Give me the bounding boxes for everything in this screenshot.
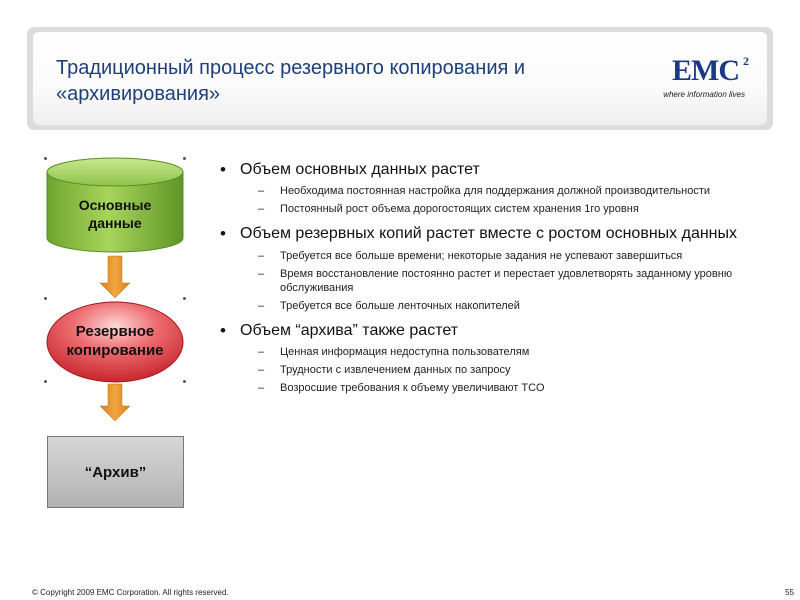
emc-logo	[635, 54, 749, 109]
copyright-text: © Copyright 2009 EMC Corporation. All rights reserved.	[32, 588, 229, 597]
backup-label-line1: Резервное	[75, 323, 155, 340]
bullet-list	[220, 160, 790, 395]
bullet-archive: • Объем “архива” также растет	[220, 321, 790, 341]
slide-title: Традиционный процесс резервного копирования и «архивирования»	[56, 57, 526, 105]
sub-bullet: – Время восстановление постоянно растет и перестает удовлетворять заданному уровню обслуживания	[220, 267, 790, 295]
primary-data-label-line1: Основные	[78, 197, 152, 213]
primary-data-label	[47, 196, 183, 232]
backup-label	[47, 322, 183, 360]
sub-bullet: – Требуется все больше ленточных накопителей	[220, 299, 790, 313]
logo-tagline: where information lives	[663, 90, 745, 99]
sub-bullet: – Необходима постоянная настройка для поддержания должной производительности	[220, 184, 790, 198]
sub-bullet: – Возросшие требования к объему увеличивают TCO	[220, 381, 790, 395]
bullet-backup-copies: • Объем резервных копий растет вместе с ростом основных данных	[220, 224, 790, 244]
archive-box	[47, 436, 184, 508]
logo-superscript: 2	[743, 54, 749, 68]
primary-data-label-line2: данные	[88, 215, 142, 231]
sub-bullet: – Требуется все больше времени; некоторые задания не успевают завершиться	[220, 249, 790, 263]
page-number: 55	[785, 588, 794, 597]
flow-arrow-1	[100, 256, 130, 298]
sub-bullet: – Постоянный рост объема дорогостоящих систем хранения 1го уровня	[220, 202, 790, 216]
sub-bullet: – Ценная информация недоступна пользователям	[220, 345, 790, 359]
flow-arrow-2	[100, 384, 130, 421]
backup-label-line2: копирование	[66, 342, 164, 359]
process-diagram	[0, 0, 220, 560]
bullet-primary-data: • Объем основных данных растет	[220, 160, 790, 180]
logo-wordmark: EMC	[672, 54, 739, 87]
sub-bullet: – Трудности с извлечением данных по запросу	[220, 363, 790, 377]
archive-label: “Архив”	[84, 463, 147, 481]
